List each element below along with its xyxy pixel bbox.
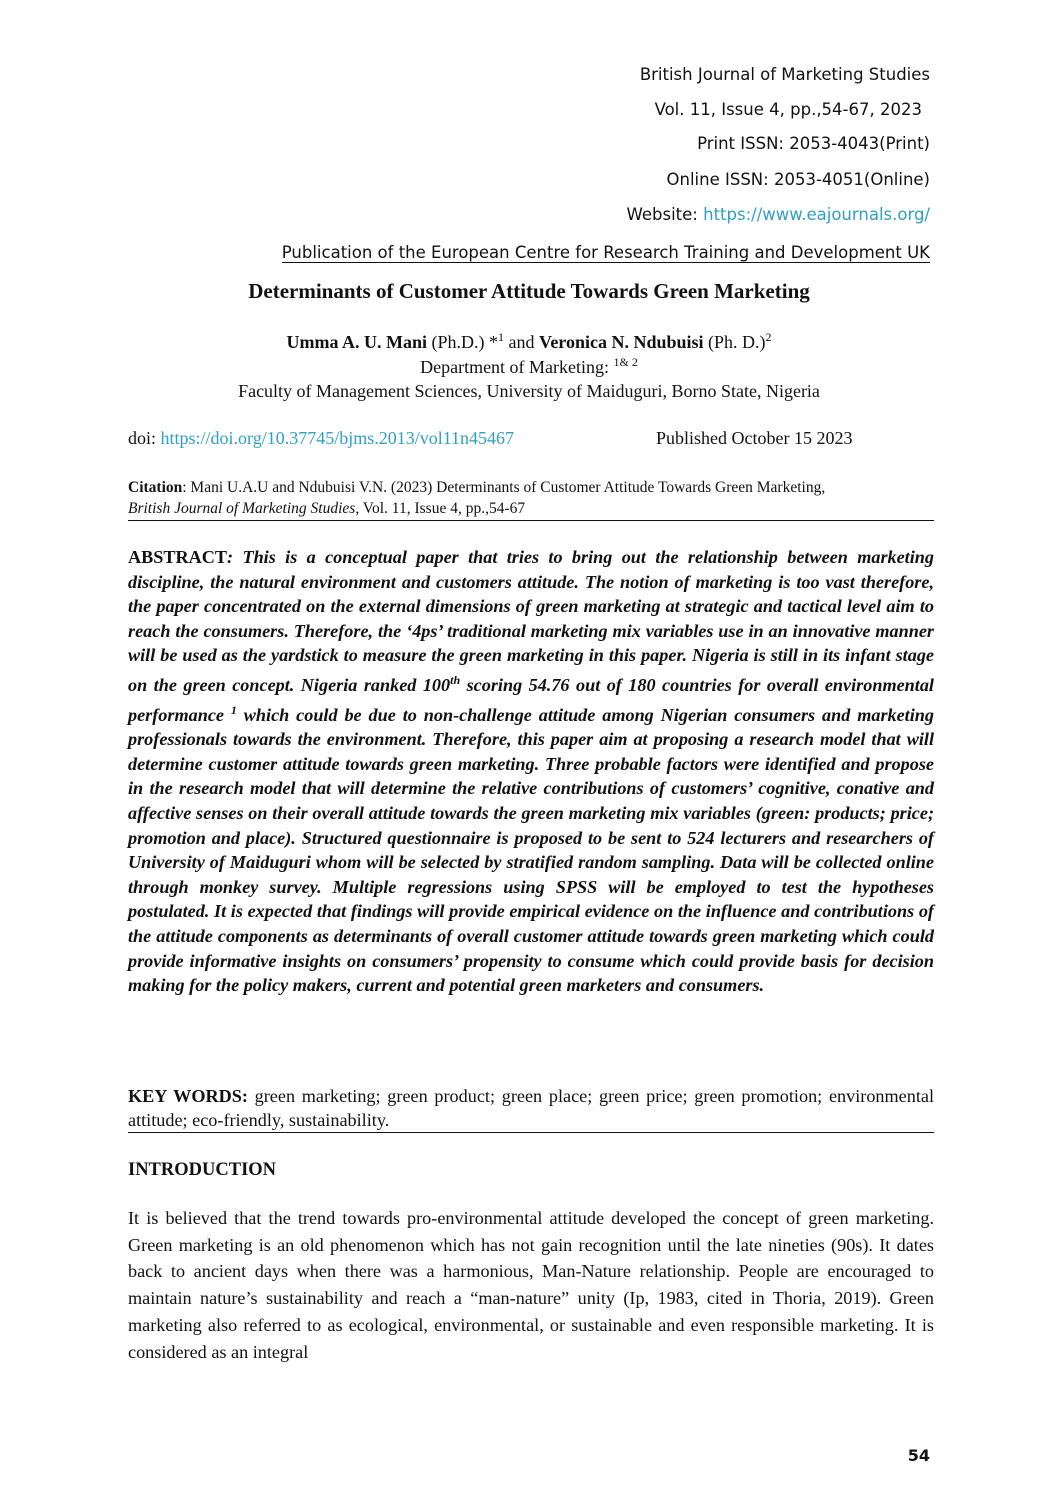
author2-degree: (Ph. D.)	[703, 332, 766, 352]
author2-affiliation: 2	[765, 330, 772, 344]
website-link[interactable]: https://www.eajournals.org/	[703, 205, 930, 224]
doi-link[interactable]: https://doi.org/10.37745/bjms.2013/vol11n45467	[160, 428, 515, 448]
paper-title: Determinants of Customer Attitude Towards Green Marketing	[248, 279, 810, 303]
published-date: Published October 15 2023	[656, 428, 853, 448]
author2-name: Veronica N. Ndubuisi	[538, 332, 704, 352]
keywords-text: green marketing; green product; green place; green price; green promotion; environmental attitude; eco-friendly, sustainability.	[128, 1086, 935, 1130]
abstract-label: ABSTRACT	[128, 547, 228, 567]
keywords	[128, 1084, 934, 1132]
website-line	[627, 205, 930, 224]
abstract-sup-th: th	[450, 672, 461, 687]
page-number: 54	[907, 1446, 930, 1465]
author1-degree: (Ph.D.) *	[426, 332, 498, 352]
faculty-line: Faculty of Management Sciences, University of Maiduguri, Borno State, Nigeria	[238, 381, 820, 401]
keywords-label: KEY WORDS:	[128, 1086, 248, 1106]
author1-affiliation: 1	[497, 330, 504, 344]
citation-divider	[128, 520, 934, 521]
introduction-heading: INTRODUCTION	[128, 1160, 277, 1180]
introduction-paragraph: It is believed that the trend towards pro-environmental attitude developed the concept of green marketing. Green marketing is an old phenomenon which has not gain recognition until the late nineties (90s). It dates back to ancient days when there was a harmonious, Man-Nature relationship. People are encouraged to maintain nature’s sustainability and reach a “man-nature” unity (Ip, 1983, cited in Thoria, 2019). Green marketing also referred to as ecological, environmental, or sustainable and even responsible marketing. It is considered as an integral	[128, 1208, 934, 1362]
abstract-text-1: : This is a conceptual paper that tries to bring out the relationship between marketing discipline, the natural environment and customers attitude. The notion of marketing is too vast therefore, the paper concentrated on the external dimensions of green marketing at strategic and tactical level aim to reach the consumers. Therefore, the ‘4ps’ traditional marketing mix variables use in an innovative manner will be used as the yardstick to measure the green marketing in this paper. Nigeria is still in its infant stage on the green concept. Nigeria ranked 100	[128, 547, 934, 696]
doi-label: doi:	[128, 428, 161, 448]
journal-volume: Vol. 11, Issue 4, pp.,54-67, 2023	[654, 100, 922, 119]
citation-text: : Mani U.A.U and Ndubuisi V.N. (2023) Determinants of Customer Attitude Towards Green Marketing,	[182, 479, 826, 496]
author1-name: Umma A. U. Mani	[286, 332, 427, 352]
abstract	[128, 545, 934, 998]
publisher-line: Publication of the European Centre for Research Training and Development UK	[281, 243, 930, 262]
citation-label: Citation	[128, 479, 183, 496]
doi-line	[128, 428, 514, 449]
citation-rest: , Vol. 11, Issue 4, pp.,54-67	[355, 500, 526, 517]
website-label: Website:	[626, 205, 704, 224]
abstract-footnote-ref: 1	[230, 702, 237, 717]
print-issn: Print ISSN: 2053-4043(Print)	[697, 134, 930, 153]
abstract-text-3: which could be due to non-challenge attitude among Nigerian consumers and marketing professionals towards the environment. Therefore, this paper aim at proposing a research model that will determine customer attitude towards green marketing. Three probable factors were identified and propose in the research model that will determine the relative contributions of customers’ cognitive, conative and affective senses on their overall attitude towards the green marketing mix variables (green: products; price; promotion and place). Structured questionnaire is proposed to be sent to 524 lecturers and researchers of University of Maiduguri whom will be selected by stratified random sampling. Data will be collected online through monkey survey. Multiple regressions using SPSS will be employed to test the hypotheses postulated. It is expected that findings will provide empirical evidence on the influence and contributions of the attitude components as determinants of overall customer attitude towards green marketing which could provide informative insights on consumers’ propensity to consume which could provide basis for decision making for the policy makers, current and potential green marketers and consumers.	[128, 704, 934, 996]
citation-journal: British Journal of Marketing Studies	[128, 500, 356, 517]
department-affiliation: 1& 2	[613, 355, 638, 369]
and-text: and	[503, 332, 539, 352]
authors-line	[0, 330, 1058, 353]
citation-block	[128, 477, 934, 519]
abstract-text-2: scoring 54.76 out of 180 countries for overall environmental performance	[128, 675, 934, 725]
department-text: Department of Marketing:	[420, 357, 614, 377]
keywords-divider	[128, 1132, 934, 1133]
journal-name: British Journal of Marketing Studies	[639, 65, 930, 84]
online-issn: Online ISSN: 2053-4051(Online)	[666, 170, 930, 189]
department-line	[0, 355, 1058, 378]
